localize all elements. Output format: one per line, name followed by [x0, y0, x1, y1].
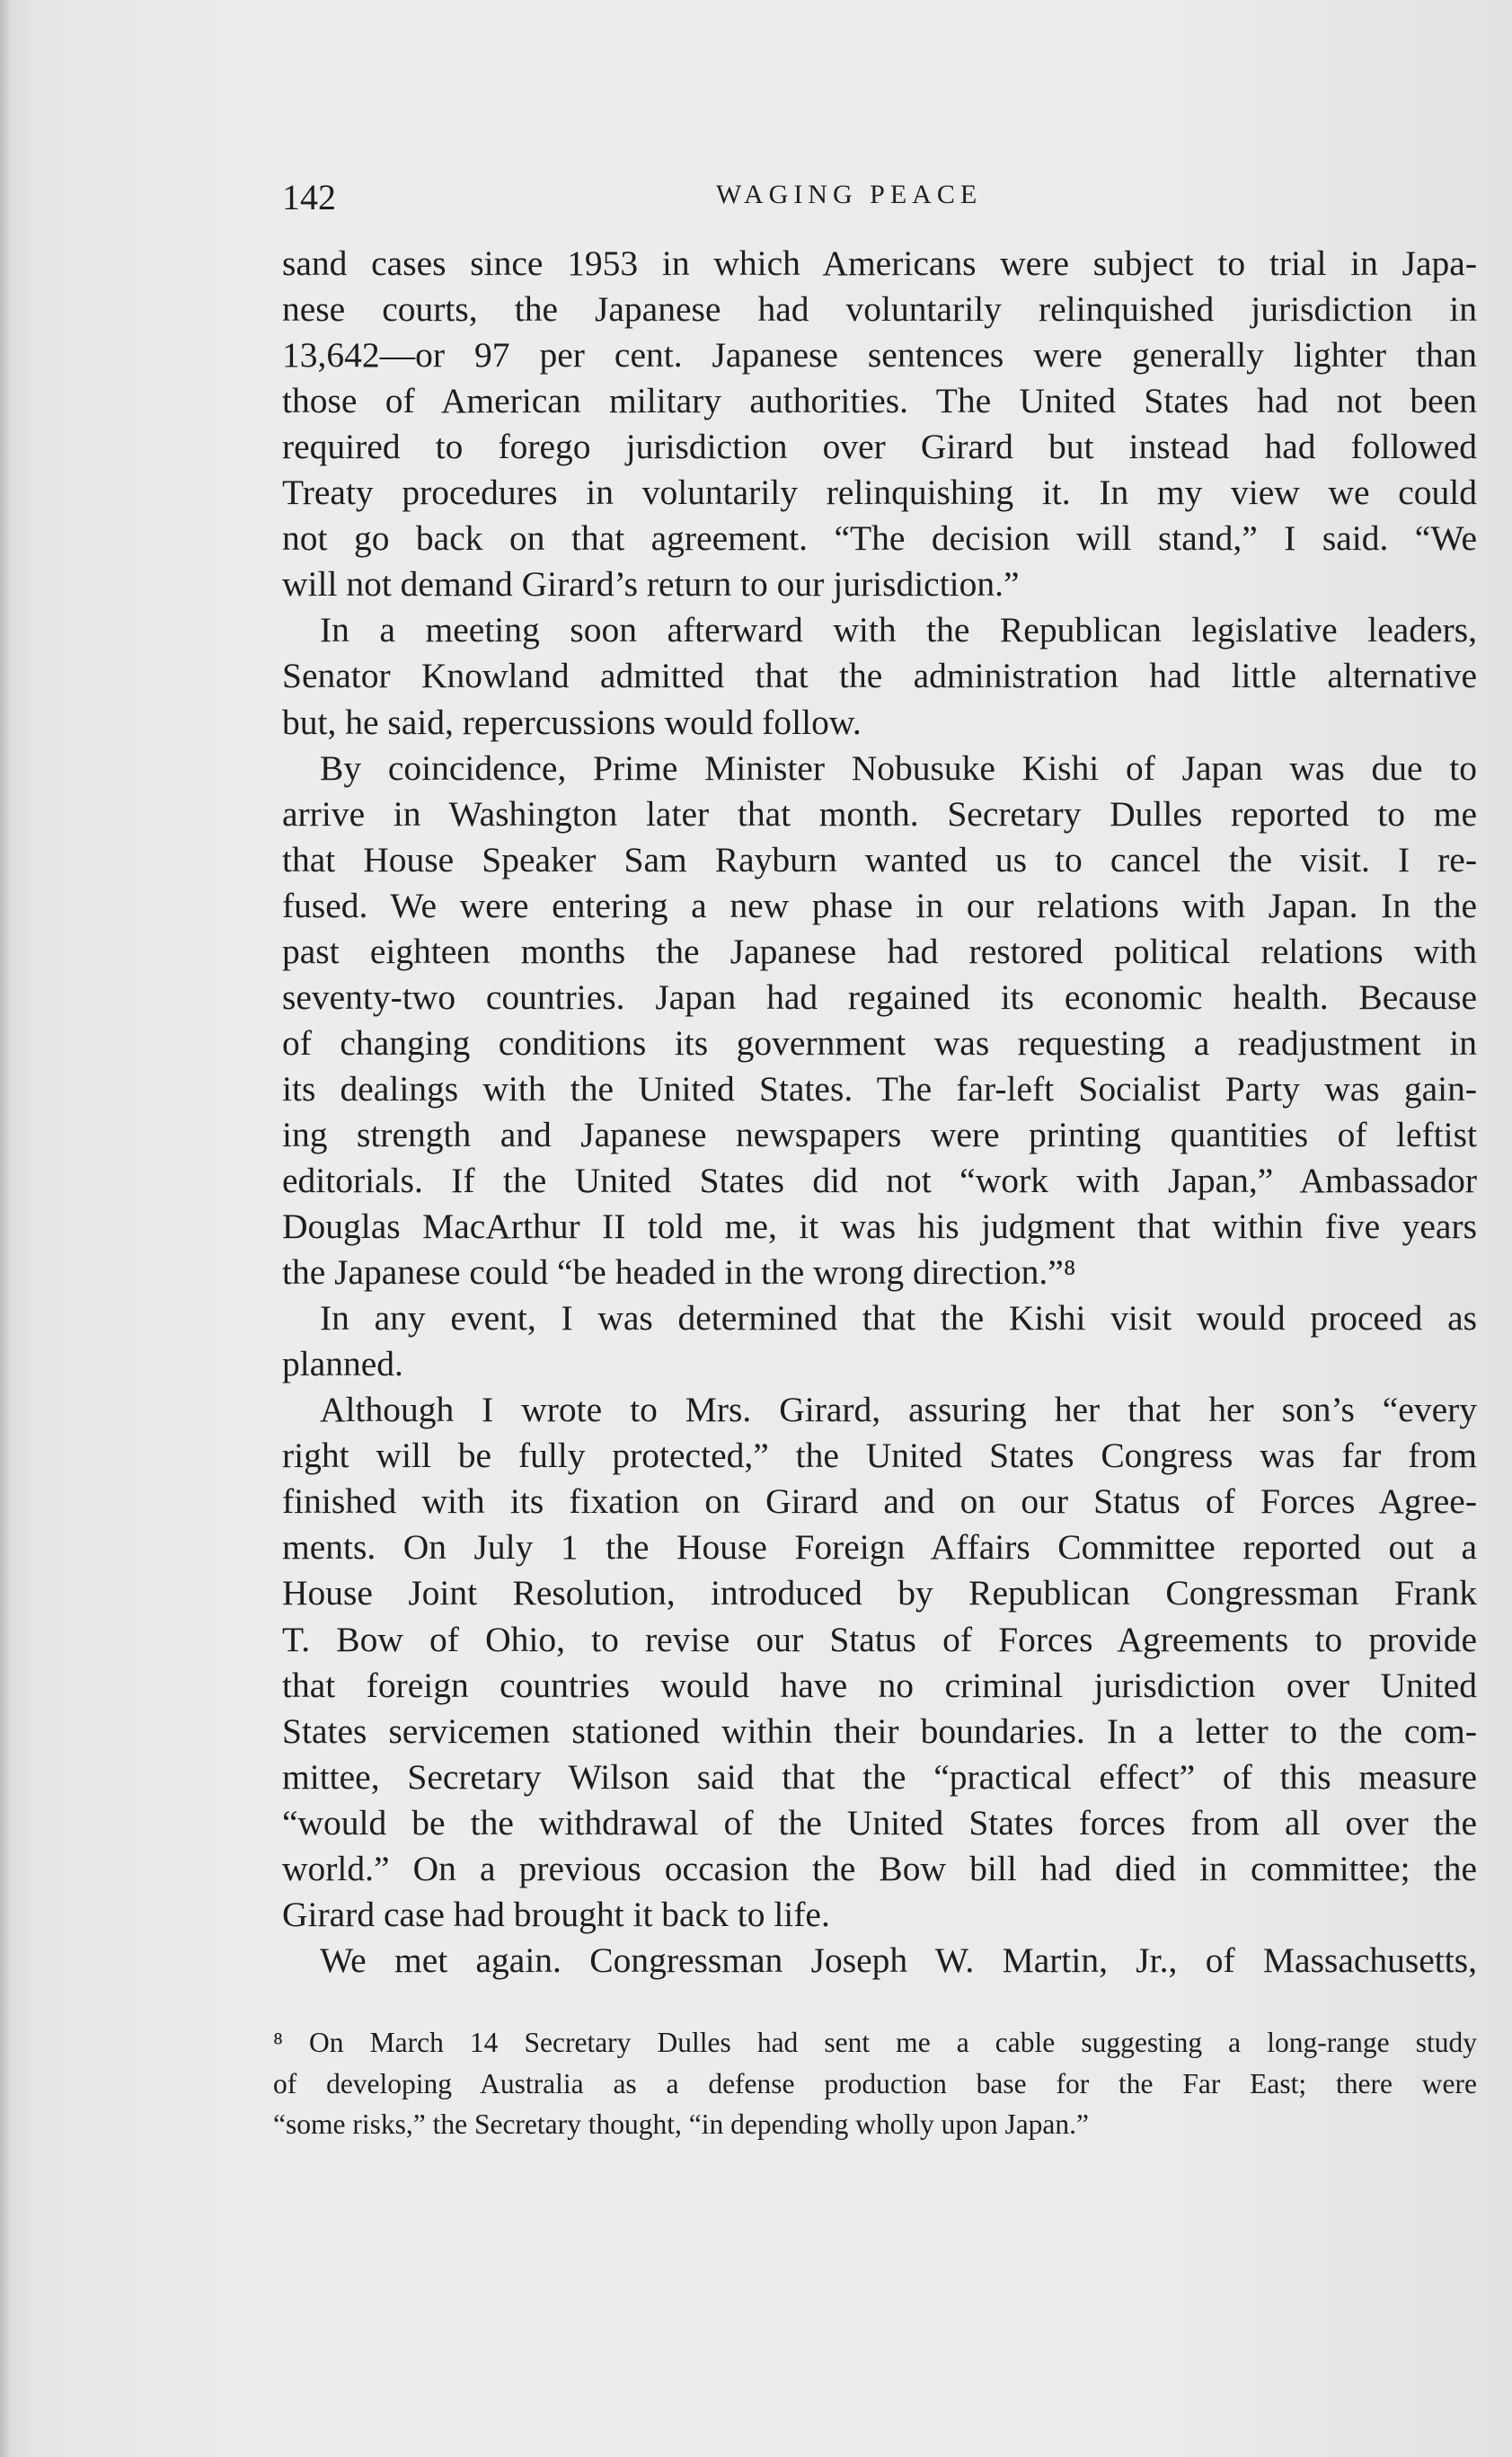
text-line: its dealings with the United States. The far-left Socialist Party was gain- [282, 1068, 1477, 1109]
text-line: In a meeting soon afterward with the Republican legislative leaders, [320, 610, 1477, 650]
text-line: past eighteen months the Japanese had restored political relations with [282, 931, 1477, 971]
footnote-line: ⁸ On March 14 Secretary Dulles had sent me a cable suggesting a long-range study [273, 2027, 1477, 2058]
text-line: T. Bow of Ohio, to revise our Status of Forces Agreements to provide [282, 1619, 1477, 1659]
text-line: Treaty procedures in voluntarily relinquishing it. In my view we could [282, 473, 1477, 513]
text-line: Although I wrote to Mrs. Girard, assuring her that her son’s “every [320, 1390, 1477, 1430]
text-line: fused. We were entering a new phase in our relations with Japan. In the [282, 885, 1477, 925]
text-line: Girard case had brought it back to life. [282, 1894, 830, 1934]
footnote-line: “some risks,” the Secretary thought, “in depending wholly upon Japan.” [273, 2108, 1090, 2140]
text-line: required to forego jurisdiction over Girard but instead had followed [282, 427, 1477, 467]
text-line: the Japanese could “be headed in the wrong direction.”⁸ [282, 1252, 1076, 1293]
text-line: right will be fully protected,” the United States Congress was far from [282, 1436, 1477, 1476]
text-line: editorials. If the United States did not “work with Japan,” Ambassador [282, 1161, 1477, 1200]
text-line: House Joint Resolution, introduced by Republican Congressman Frank [282, 1573, 1477, 1613]
text-line: arrive in Washington later that month. Secretary Dulles reported to me [282, 793, 1477, 834]
text-line: Douglas MacArthur II told me, it was his judgment that within five years [282, 1206, 1477, 1247]
footnote-line: of developing Australia as a defense production base for the Far East; there were [273, 2067, 1477, 2099]
text-line: that foreign countries would have no criminal jurisdiction over United [282, 1665, 1477, 1705]
running-title: WAGING PEACE [716, 180, 983, 209]
text-line: that House Speaker Sam Rayburn wanted us to cancel the visit. I re- [282, 839, 1477, 879]
page-number: 142 [282, 177, 336, 217]
text-line: “would be the withdrawal of the United States forces from all over the [282, 1802, 1477, 1843]
text-line: ing strength and Japanese newspapers were printing quantities of leftist [282, 1114, 1477, 1154]
text-line: We met again. Congressman Joseph W. Martin, Jr., of Massachusetts, [320, 1940, 1477, 1980]
text-line: seventy-two countries. Japan had regained its economic health. Because [282, 977, 1477, 1017]
text-line: finished with its fixation on Girard and on our Status of Forces Agree- [282, 1481, 1477, 1522]
text-line: will not demand Girard’s return to our jurisdiction.” [282, 564, 1020, 605]
text-line: world.” On a previous occasion the Bow bill had died in committee; the [282, 1848, 1477, 1888]
text-line: 13,642—or 97 per cent. Japanese sentences were generally lighter than [282, 335, 1477, 376]
text-line: By coincidence, Prime Minister Nobusuke Kishi of Japan was due to [320, 747, 1477, 788]
text-line: sand cases since 1953 in which Americans were subject to trial in Japa- [282, 243, 1477, 283]
text-line: mittee, Secretary Wilson said that the “practical effect” of this measure [282, 1756, 1477, 1797]
text-line: States servicemen stationed within their boundaries. In a letter to the com- [282, 1710, 1477, 1751]
text-line: planned. [282, 1344, 403, 1384]
text-line: nese courts, the Japanese had voluntarily relinquished jurisdiction in [282, 289, 1477, 330]
text-line: but, he said, repercussions would follow. [282, 702, 862, 742]
text-line: not go back on that agreement. “The decision will stand,” I said. “We [282, 518, 1477, 559]
text-line: those of American military authorities. The United States had not been [282, 381, 1477, 421]
text-line: In any event, I was determined that the Kishi visit would proceed as [320, 1298, 1477, 1339]
text-line: Senator Knowland admitted that the administration had little alternative [282, 656, 1477, 696]
page-edge-shadow [0, 0, 11, 2457]
text-line: of changing conditions its government was requesting a readjustment in [282, 1022, 1477, 1063]
text-line: ments. On July 1 the House Foreign Affairs Committee reported out a [282, 1527, 1477, 1568]
